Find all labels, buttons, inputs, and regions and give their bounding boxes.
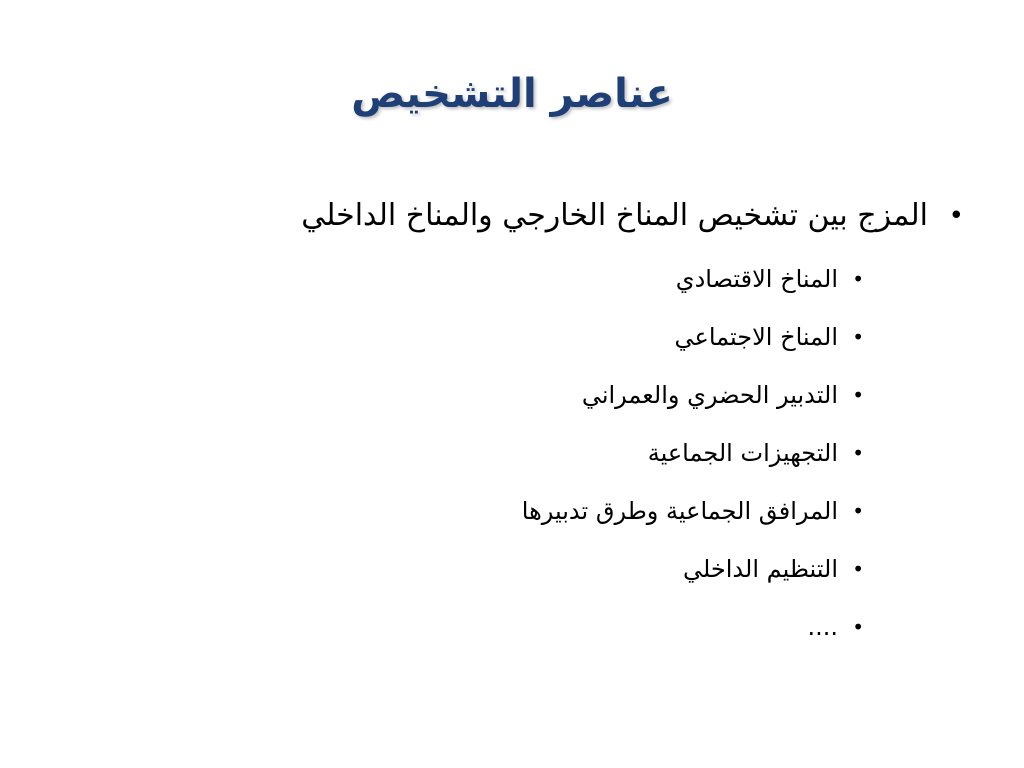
sub-bullet-item: [164, 318, 864, 376]
sub-bullet-item: [164, 608, 864, 666]
sub-bullet-text: المرافق الجماعية وطرق تدبيرها: [521, 497, 838, 525]
sub-bullet-text: المناخ الاقتصادي: [675, 265, 838, 293]
bullet-dot: •: [852, 325, 864, 349]
main-bullet-text: المزج بين تشخيص المناخ الخارجي والمناخ الداخلي: [301, 198, 928, 233]
sub-bullet-item: [164, 376, 864, 434]
sub-bullet-text: ....: [807, 613, 838, 641]
bullet-dot: •: [852, 383, 864, 407]
sub-bullet-text: المناخ الاجتماعي: [674, 323, 838, 351]
sub-bullet-list: [164, 260, 864, 666]
bullet-dot: •: [852, 615, 864, 639]
main-bullet-item: [64, 188, 964, 244]
bullet-dot: •: [948, 201, 964, 231]
sub-bullet-item: [164, 492, 864, 550]
sub-bullet-text: التنظيم الداخلي: [682, 555, 838, 583]
sub-bullet-item: [164, 260, 864, 318]
slide-title: عناصر التشخيص: [351, 71, 673, 117]
sub-bullet-item: [164, 550, 864, 608]
sub-bullet-text: التدبير الحضري والعمراني: [581, 381, 838, 409]
bullet-dot: •: [852, 499, 864, 523]
main-bullet-list: [64, 188, 964, 244]
sub-bullet-text: التجهيزات الجماعية: [647, 439, 838, 467]
bullet-dot: •: [852, 557, 864, 581]
bullet-dot: •: [852, 441, 864, 465]
bullet-dot: •: [852, 267, 864, 291]
sub-bullet-item: [164, 434, 864, 492]
